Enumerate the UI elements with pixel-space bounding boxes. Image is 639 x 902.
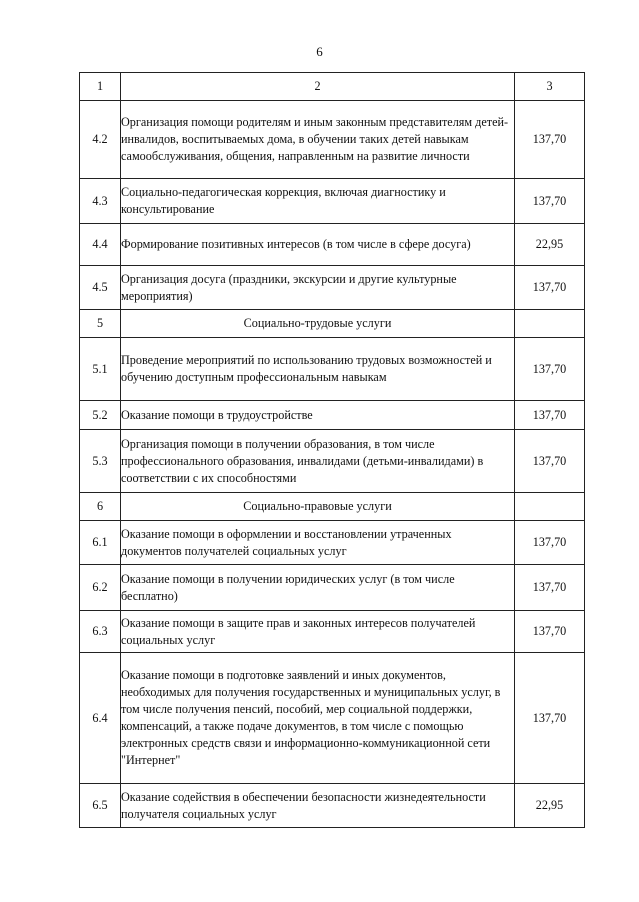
service-price: 137,70 xyxy=(515,653,585,784)
section-row xyxy=(80,493,585,521)
service-name: Оказание помощи в оформлении и восстановлении утраченных документов получателей социальных услуг xyxy=(121,521,515,565)
service-price: 22,95 xyxy=(515,224,585,266)
row-number: 6.4 xyxy=(80,653,121,784)
table-body xyxy=(80,73,585,828)
service-row xyxy=(80,338,585,401)
service-name: Организация помощи в получении образования, в том числе профессионального образования, инвалидами (детьми-инвалидами) в соответствии с их способностями xyxy=(121,430,515,493)
service-row xyxy=(80,224,585,266)
service-row xyxy=(80,521,585,565)
service-price: 137,70 xyxy=(515,266,585,310)
service-row xyxy=(80,401,585,430)
row-number: 5 xyxy=(80,310,121,338)
service-price: 137,70 xyxy=(515,101,585,179)
service-price: 137,70 xyxy=(515,430,585,493)
service-price: 137,70 xyxy=(515,179,585,224)
service-price: 137,70 xyxy=(515,611,585,653)
service-name: Оказание помощи в получении юридических услуг (в том числе бесплатно) xyxy=(121,565,515,611)
service-name: Организация помощи родителям и иным законным представителям детей-инвалидов, воспитываемых дома, в обучении таких детей навыкам самообслуживания, общения, направленным на развитие личности xyxy=(121,101,515,179)
row-number: 6.5 xyxy=(80,784,121,828)
service-row xyxy=(80,653,585,784)
service-name: Формирование позитивных интересов (в том числе в сфере досуга) xyxy=(121,224,515,266)
service-price: 137,70 xyxy=(515,401,585,430)
table-header-row xyxy=(80,73,585,101)
service-price xyxy=(515,493,585,521)
service-name: Социально-педагогическая коррекция, включая диагностику и консультирование xyxy=(121,179,515,224)
service-price: 22,95 xyxy=(515,784,585,828)
service-row xyxy=(80,784,585,828)
row-number: 4.5 xyxy=(80,266,121,310)
row-number: 5.1 xyxy=(80,338,121,401)
row-number: 6.3 xyxy=(80,611,121,653)
row-number: 6 xyxy=(80,493,121,521)
service-price: 137,70 xyxy=(515,565,585,611)
service-row xyxy=(80,611,585,653)
row-number: 6.1 xyxy=(80,521,121,565)
section-title: Социально-правовые услуги xyxy=(121,493,515,521)
section-title: Социально-трудовые услуги xyxy=(121,310,515,338)
header-col-3: 3 xyxy=(515,73,585,101)
service-price xyxy=(515,310,585,338)
header-col-2: 2 xyxy=(121,73,515,101)
page-number: 6 xyxy=(316,44,323,59)
row-number: 4.3 xyxy=(80,179,121,224)
services-tariff-table xyxy=(79,72,585,828)
section-row xyxy=(80,310,585,338)
service-name: Оказание помощи в трудоустройстве xyxy=(121,401,515,430)
service-name: Оказание помощи в подготовке заявлений и иных документов, необходимых для получения государственных и муниципальных услуг, в том числе получения пенсий, пособий, мер социальной поддержки, компенсаций, а также подаче документов, в том числе с помощью электронных средств связи и информационно-коммуникационной сети "Интернет" xyxy=(121,653,515,784)
row-number: 6.2 xyxy=(80,565,121,611)
header-col-1: 1 xyxy=(80,73,121,101)
service-name: Организация досуга (праздники, экскурсии и другие культурные мероприятия) xyxy=(121,266,515,310)
row-number: 5.2 xyxy=(80,401,121,430)
service-name: Оказание содействия в обеспечении безопасности жизнедеятельности получателя социальных услуг xyxy=(121,784,515,828)
service-price: 137,70 xyxy=(515,338,585,401)
service-row xyxy=(80,179,585,224)
service-row xyxy=(80,101,585,179)
row-number: 4.2 xyxy=(80,101,121,179)
service-row xyxy=(80,266,585,310)
row-number: 4.4 xyxy=(80,224,121,266)
service-name: Оказание помощи в защите прав и законных интересов получателей социальных услуг xyxy=(121,611,515,653)
service-row xyxy=(80,565,585,611)
service-row xyxy=(80,430,585,493)
row-number: 5.3 xyxy=(80,430,121,493)
service-price: 137,70 xyxy=(515,521,585,565)
service-name: Проведение мероприятий по использованию трудовых возможностей и обучению доступным профессиональным навыкам xyxy=(121,338,515,401)
